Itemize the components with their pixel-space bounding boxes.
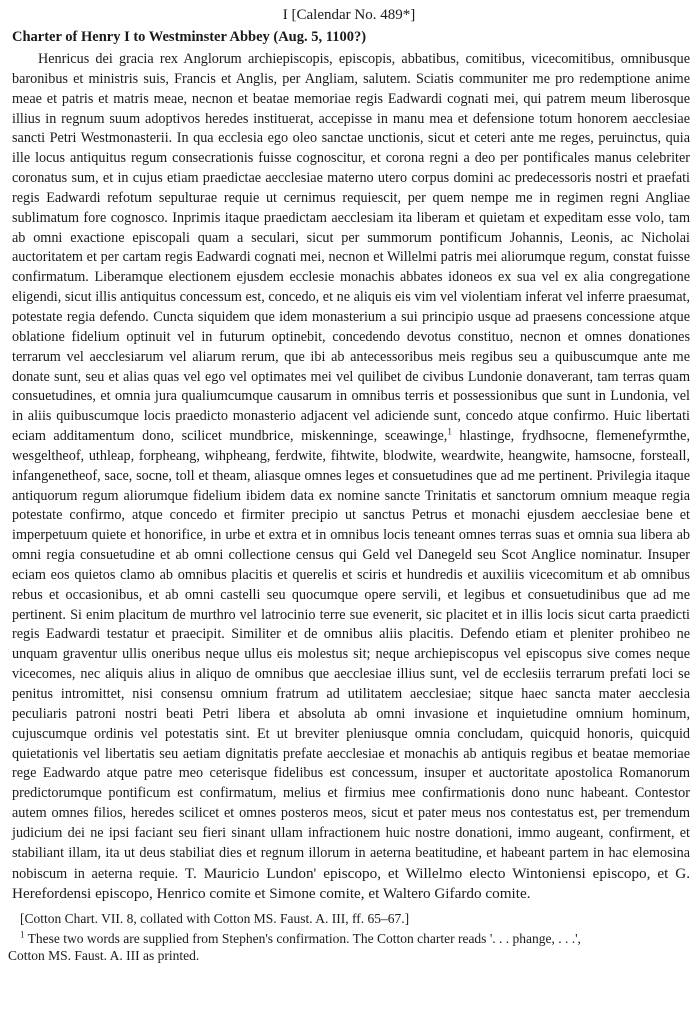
charter-title: Charter of Henry I to Westminster Abbey (Aug. 5, 1100?) xyxy=(12,29,367,45)
charter-body xyxy=(8,50,690,905)
charter-body-part-b: hlastinge, frydhsocne, flemenefyrmthe, wesgeltheof, uthleap, forpheang, wihpheang, ferdwite, fihtwite, blodwite, weardwite, heangwite, hamsocne, forsteall, infangenetheof, sace, socne, toll et theam, aliasque omnes leges et consuetudines que ad me pertinent. Privilegia itaque antiquorum regum aliorumque fidelium ibidem data ex nomine sancte Trinitatis et sanctorum omnium meaque regia potestate confirmo, atque concedo et firmiter precipio ut sanctus Petrus et monachi ejusdem aecclesiae bene et imperpetuum quiete et honorifice, in urbe et extra et in omnibus locis teneant omnes terras suas et omnia sua libera ab omni regia consuetudine et ab omni collectione census qui Geld vel Danegeld seu Scot Anglice nominatur. Insuper eciam eos quietos clamo ab omnibus placitis et querelis et sciris et hundredis et auxiliis vicecomitum et ab omnibus rebus et occasionibus, et ab omni castelli seu quocumque opere servili, et legibus et consuetudinibus que ad me pertinent. Si enim placitum de murthro vel latrocinio terre sue evenerit, sic placitet et in illis locis sicut carta praedicti regis Eadwardi testatur et praecipit. Similiter et de omnibus aliis placitis. Defendo etiam et pleniter prohibeo ne unquam graventur ullis oneribus neque ullus eis molestus sit; neque archiepiscopus vel episcopus sive comes neque vicecomes, nec aliquis alius in aliquo de omnibus que aecclesiae illius sunt, vel de ecclesiis terrarum prefati loci se penitus intromittet, nisi consensu omnium fratrum ad utilitatem aecclesiae; sitque haec sancta mater aecclesia peculiaris patroni nostri beati Petri libera et absoluta ab omni invasione et inquietudine omnium hominum, cujuscumque ordinis vel potestatis sint. Et ut breviter pleniusque omnia concludam, quicquid honoris, quicquid quietationis vel libertatis seu aetiam dignitatis prefate aecclesiae et monachis ab antiquis regibus et beatae memoriae rege Eadwardo atque patre meo ceterisque fidelibus est concessum, insuper et auctoritate apostolica Romanorum predictorumque pontificum est confirmatum, melius et firmius mee confirmationis dono nunc habeant. Contestor autem omnes filios, heredes scilicet et omnes posteros meos, sicut et pater meus nos contestatus est, per tremendum judicium dei ne ipsi faciant seu fieri sinant ullam infractionem huic nostre donationi, immo augeant, confirment, et stabiliant illam, ita ut deus stabiliat dies et regnum illorum in aeterna beatitudine, et habeant partem in hac elemosina nobiscum in aeterna requie. xyxy=(12,428,690,882)
footnote-marker: 1 xyxy=(20,929,25,940)
source-citation: [Cotton Chart. VII. 8, collated with Cotton MS. Faust. A. III, ff. 65–67.] xyxy=(20,911,410,927)
footnote-reference[interactable]: 1 xyxy=(447,426,452,437)
footnote-text-1: These two words are supplied from Stephen's confirmation. The Cotton charter reads '. . . phange, . . .', xyxy=(24,931,581,947)
charter-body-part-a: Henricus dei gracia rex Anglorum archiepiscopis, episcopis, abbatibus, comitibus, vicecomitibus, omnibusque baronibus et ministris suis, Francis et Anglis, per Angliam, salutem. Sciatis communiter me pro redemptione anime meae et patris et matris meae, necnon et beatae memoriae regis Eadwardi cognati mei, qui patrem meum liberosque illius in regnum suum adoptivos heredes instituerat, accepisse in manu mea et defensione totum honorem aecclesiae sancti Petri Westmonasterii. In qua ecclesia ego oleo sanctae unctionis, sicut et ceteri ante me reges, peruinctus, quia ille locus antiquitus regum consecrationis fuisse cognoscitur, et corona regni a deo per pontificales manus celebriter coronatus sum, et in cujus etiam praedictae aecclesiae materno utero corpus domini ac predecessoris nostri et praefati regis Eadwardi refotum sepulturae requie ut cernimus requiescit, per quem nempe me in regimen regni Angliae sublimatum fore cognosco. Inprimis itaque praedictam aecclesiam ita liberam et quietam et expeditam esse volo, tam ab omni exactione episcopali quam a seculari, sicut per summorum pontificum Johannis, Leonis, ac Nicholai auctoritatem et per cartam regis Eadwardi cognati mei, necnon et Willelmi patris mei aliorumque regum, constat fuisse confirmatum. Liberamque electionem ejusdem ecclesie monachis abbates idoneos ex sua vel ex alia congregatione eligendi, sicut illis antiquitus concessum est, concedo, et ne aliquis eis vim vel violentiam inferat vel inferre praesumat, potestate regia defendo. Cuncta siquidem que idem monasterium a sui principio usque ad praesens concessione atque oblatione fidelium optinuit vel in futurum optinebit, concedendo devotus constituo, necnon et omnes donationes terrarum vel aecclesiarum vel aliarum rerum, que ibi ab antecessoribus meis regibus seu a quibuscumque ante me donate sunt, seu et alias quas vel ego vel optimates mei vel quilibet de civibus Lundonie donaverant, tam terras quam consuetudines, et omnia jura qualiumcumque causarum in omnibus terris et possessionibus que sunt in Lundonia, vel in aliis quibuscumque locis praedicto monasterio adjacent vel adiciende sunt, concedo atque confirmo. Huic libertati eciam additamentum dono, scilicet mundbrice, miskenninge, sceawinge, xyxy=(12,51,690,445)
witness-list: T. Mauricio Lundon' episcopo, et Willelmo electo Wintoniensi episcopo, et G. Herefordensi episcopo, Henrico comite et Simone comite, et Waltero Gifardo comite. xyxy=(12,864,690,903)
footnote-text-2: Cotton MS. Faust. A. III as printed. xyxy=(8,948,200,964)
document-header: I [Calendar No. 489*] xyxy=(282,7,416,23)
footnote xyxy=(8,930,690,964)
footnote-line-1 xyxy=(8,930,690,947)
